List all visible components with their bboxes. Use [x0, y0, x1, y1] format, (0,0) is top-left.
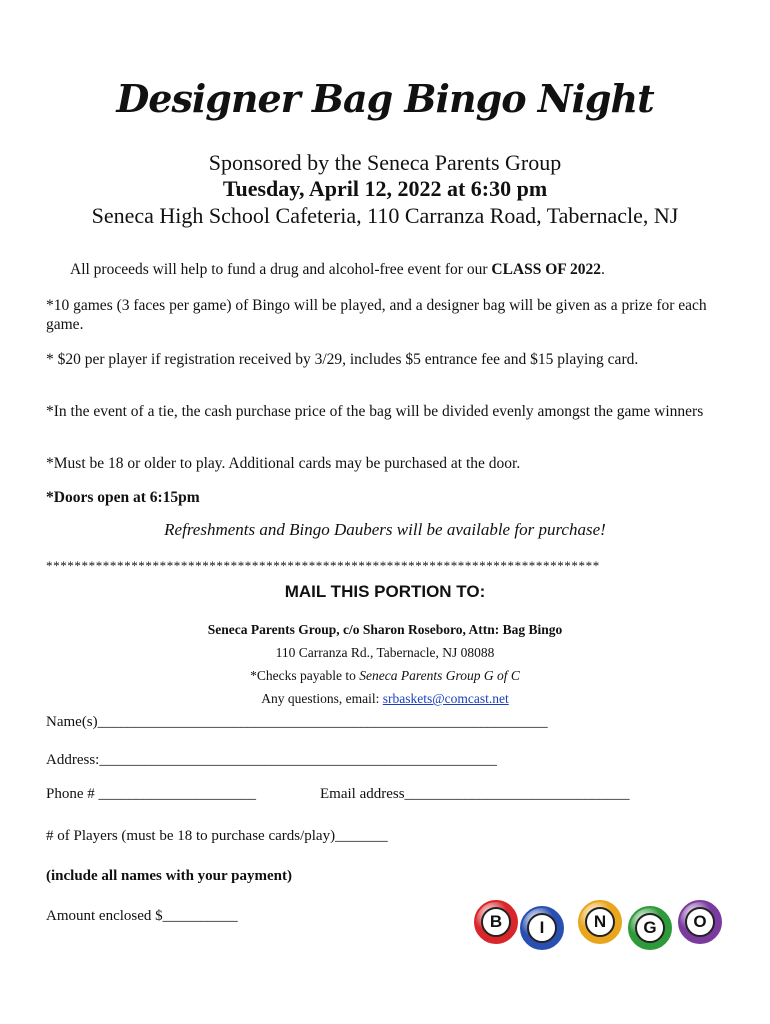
checks-payable: *Checks payable to Seneca Parents Group G of C	[250, 668, 520, 683]
detail-games: *10 games (3 faces per game) of Bingo will be played, and a designer bag will be given as a prize for each game.	[46, 297, 707, 333]
divider: ******************************************************************************	[46, 558, 600, 573]
address-field[interactable]: Address:_____________________________________________________	[46, 752, 497, 768]
players-field[interactable]: # of Players (must be 18 to purchase cards/play)_______	[46, 828, 388, 844]
names-field[interactable]: Name(s)____________________________________________________________	[46, 714, 548, 730]
phone-field[interactable]: Phone # _____________________	[46, 786, 256, 802]
detail-age: *Must be 18 or older to play. Additional cards may be purchased at the door.	[46, 455, 521, 472]
detail-price: * $20 per player if registration received by 3/29, includes $5 entrance fee and $15 playing card.	[46, 351, 639, 368]
refreshments-note: Refreshments and Bingo Daubers will be available for purchase!	[164, 520, 606, 539]
proceeds-text: All proceeds will help to fund a drug and alcohol-free event for our CLASS OF 2022.	[70, 261, 605, 278]
bingo-ball-o: O	[678, 900, 722, 944]
bingo-ball-n: N	[578, 900, 622, 944]
include-names-note: (include all names with your payment)	[46, 868, 292, 884]
mail-street: 110 Carranza Rd., Tabernacle, NJ 08088	[275, 645, 495, 660]
mail-recipient: Seneca Parents Group, c/o Sharon Roseboro, Attn: Bag Bingo	[207, 622, 563, 637]
page-title: Designer Bag Bingo Night	[116, 76, 654, 121]
email-link[interactable]: srbaskets@comcast.net	[382, 691, 509, 706]
mail-heading: MAIL THIS PORTION TO:	[284, 582, 486, 601]
event-date: Tuesday, April 12, 2022 at 6:30 pm	[222, 176, 548, 201]
sponsor-line: Sponsored by the Seneca Parents Group	[208, 150, 562, 175]
detail-tie: *In the event of a tie, the cash purchase price of the bag will be divided evenly amongst the game winners	[46, 403, 704, 420]
bingo-ball-i: I	[520, 906, 564, 950]
bingo-ball-b: B	[474, 900, 518, 944]
bingo-ball-g: G	[628, 906, 672, 950]
amount-field[interactable]: Amount enclosed $__________	[46, 908, 238, 924]
questions-line: Any questions, email: srbaskets@comcast.net	[261, 691, 509, 706]
bingo-logo	[474, 900, 724, 944]
detail-doors: *Doors open at 6:15pm	[46, 489, 200, 506]
event-location: Seneca High School Cafeteria, 110 Carranza Road, Tabernacle, NJ	[91, 203, 679, 228]
email-address-field[interactable]: Email address______________________________	[320, 786, 630, 802]
